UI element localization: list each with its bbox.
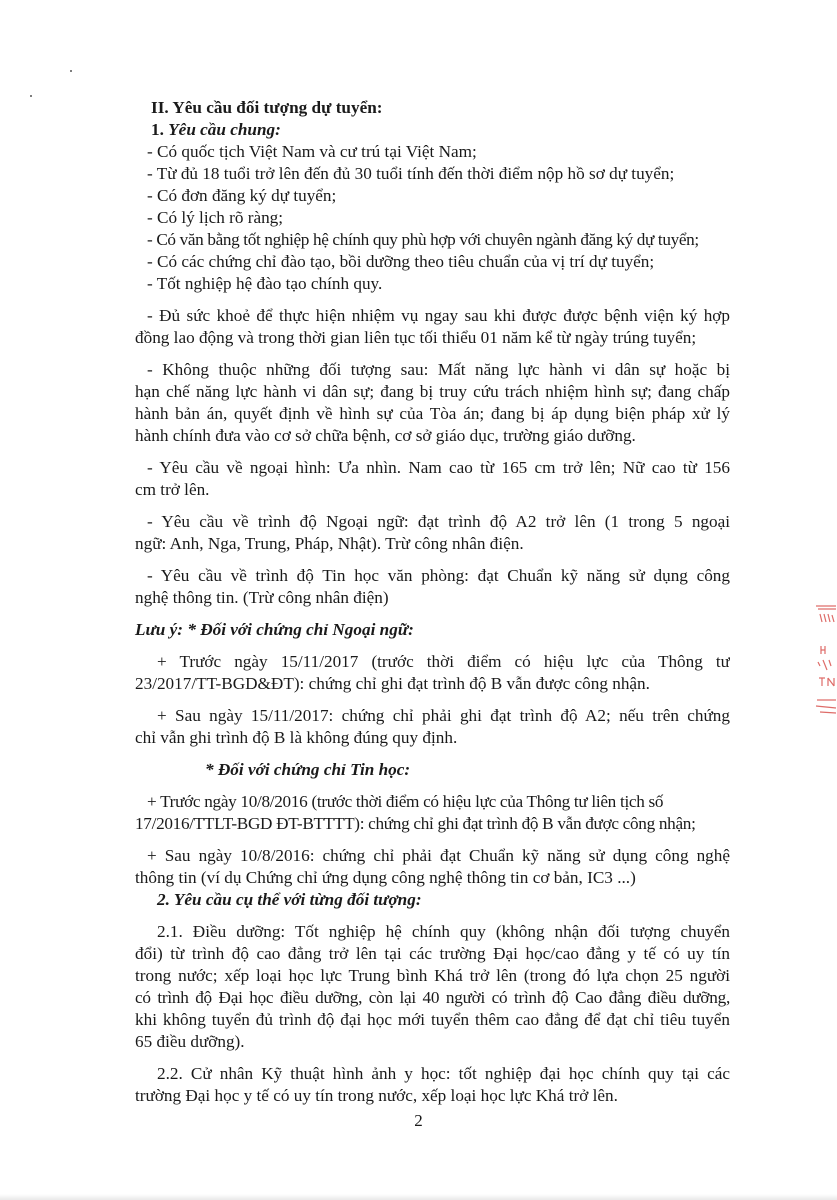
note-foreign-language: * Đối với chứng chỉ Ngoại ngữ: [187, 620, 414, 639]
page-number: 2 [414, 1111, 423, 1130]
before-2017-line: + Trước ngày 15/11/2017 (trước thời điểm có hiệu lực của Thông tư [157, 652, 730, 671]
subsection-1-number: 1. [151, 120, 164, 139]
scan-speck [30, 95, 32, 97]
imaging-line: trường Đại học y tế có uy tín trong nước, xếp loại học lực Khá trở lên. [135, 1086, 618, 1105]
subsection-1-heading [135, 119, 730, 141]
subsection-2-title: 2. Yêu cầu cụ thể với từng đối tượng: [157, 890, 422, 909]
requirement-line: - Có các chứng chỉ đào tạo, bồi dưỡng theo tiêu chuẩn của vị trí dự tuyển; [147, 252, 655, 271]
excluded-line: - Không thuộc những đối tượng sau: Mất năng lực hành vi dân sự hoặc bị [147, 360, 730, 379]
page-edge [0, 1194, 837, 1200]
section-heading: II. Yêu cầu đối tượng dự tuyển: [151, 98, 383, 117]
requirement-line: - Từ đủ 18 tuổi trở lên đến đủ 30 tuổi tính đến thời điểm nộp hồ sơ dự tuyển; [147, 164, 675, 183]
nursing-line: 65 điều dưỡng). [135, 1032, 245, 1051]
health-line: - Đủ sức khoẻ để thực hiện nhiệm vụ ngay sau khi được được bệnh viện ký hợp [147, 306, 730, 325]
before-2016-line: 17/2016/TTLT-BGD ĐT-BTTTT): chứng chỉ ghi đạt trình độ B vẫn được công nhận; [135, 814, 696, 833]
document-body [135, 97, 730, 1107]
requirement-line: - Có đơn đăng ký dự tuyển; [147, 186, 337, 205]
red-stamp-fragment-icon [812, 600, 837, 720]
nursing-line: khi không tuyển đủ trình độ đại học mới tuyển thêm cao đẳng để đạt chỉ tiêu tuyển [135, 1010, 730, 1029]
before-2017-line: 23/2017/TT-BGD&ĐT): chứng chỉ ghi đạt trình độ B vẫn được công nhận. [135, 674, 650, 693]
after-2017-line: + Sau ngày 15/11/2017: chứng chỉ phải ghi đạt trình độ A2; nếu trên chứng [157, 706, 730, 725]
requirement-line: - Có quốc tịch Việt Nam và cư trú tại Việt Nam; [147, 142, 477, 161]
excluded-line: hành bản án, quyết định về hình sự của Tòa án; đang bị áp dụng biện pháp xử lý [135, 404, 730, 423]
it-skill-line: nghệ thông tin. (Trừ công nhân điện) [135, 588, 389, 607]
before-2016-line: + Trước ngày 10/8/2016 (trước thời điểm có hiệu lực của Thông tư liên tịch số [147, 792, 664, 811]
nursing-line: đổi) từ trình độ cao đẳng trở lên tại các trường Đại học/cao đẳng y tế có uy tín [135, 944, 730, 963]
it-skill-line: - Yêu cầu về trình độ Tin học văn phòng: đạt Chuẩn kỹ năng sử dụng công [147, 566, 730, 585]
nursing-line: 2.1. Điều dưỡng: Tốt nghiệp hệ chính quy (không nhận đối tượng chuyển [157, 922, 730, 941]
imaging-line: 2.2. Cử nhân Kỹ thuật hình ảnh y học: tốt nghiệp đại học chính quy tại các [157, 1064, 730, 1083]
requirement-line: - Tốt nghiệp hệ đào tạo chính quy. [147, 274, 383, 293]
after-2017-line: chỉ vẫn ghi trình độ B là không đúng quy định. [135, 728, 458, 747]
requirement-line: - Có văn bằng tốt nghiệp hệ chính quy phù hợp với chuyên ngành đăng ký dự tuyển; [147, 230, 699, 249]
note-it: * Đối với chứng chỉ Tin học: [205, 760, 411, 779]
excluded-line: hành chính đưa vào cơ sở chữa bệnh, cơ sở giáo dục, trường giáo dưỡng. [135, 426, 636, 445]
after-2016-line: + Sau ngày 10/8/2016: chứng chỉ phải đạt Chuẩn kỹ năng sử dụng công nghệ [147, 846, 730, 865]
note-heading [135, 619, 730, 641]
nursing-line: có trình độ Đại học điều dưỡng, còn lại 40 người có trình độ Cao đẳng điều dưỡng, [135, 988, 730, 1007]
after-2016-line: thông tin (ví dụ Chứng chỉ ứng dụng công nghệ thông tin cơ bản, IC3 ...) [135, 868, 636, 887]
language-line: - Yêu cầu về trình độ Ngoại ngữ: đạt trình độ A2 trở lên (1 trong 5 ngoại [147, 512, 730, 531]
appearance-line: - Yêu cầu về ngoại hình: Ưa nhìn. Nam cao từ 165 cm trở lên; Nữ cao từ 156 [147, 458, 730, 477]
requirement-line: - Có lý lịch rõ ràng; [147, 208, 284, 227]
language-line: ngữ: Anh, Nga, Trung, Pháp, Nhật). Trừ công nhân điện. [135, 534, 524, 553]
scan-speck [70, 70, 72, 72]
excluded-line: hạn chế năng lực hành vi dân sự; đang bị truy cứu trách nhiệm hình sự; đang chấp [135, 382, 730, 401]
note-label: Lưu ý: [135, 620, 184, 639]
health-line: đồng lao động và trong thời gian liên tục tối thiểu 01 năm kể từ ngày trúng tuyển; [135, 328, 697, 347]
subsection-1-title: Yêu cầu chung: [168, 120, 281, 139]
nursing-line: trong nước; xếp loại học lực Trung bình Khá trở lên (trong đó lựa chọn 25 người [135, 966, 730, 985]
appearance-line: cm trở lên. [135, 480, 210, 499]
